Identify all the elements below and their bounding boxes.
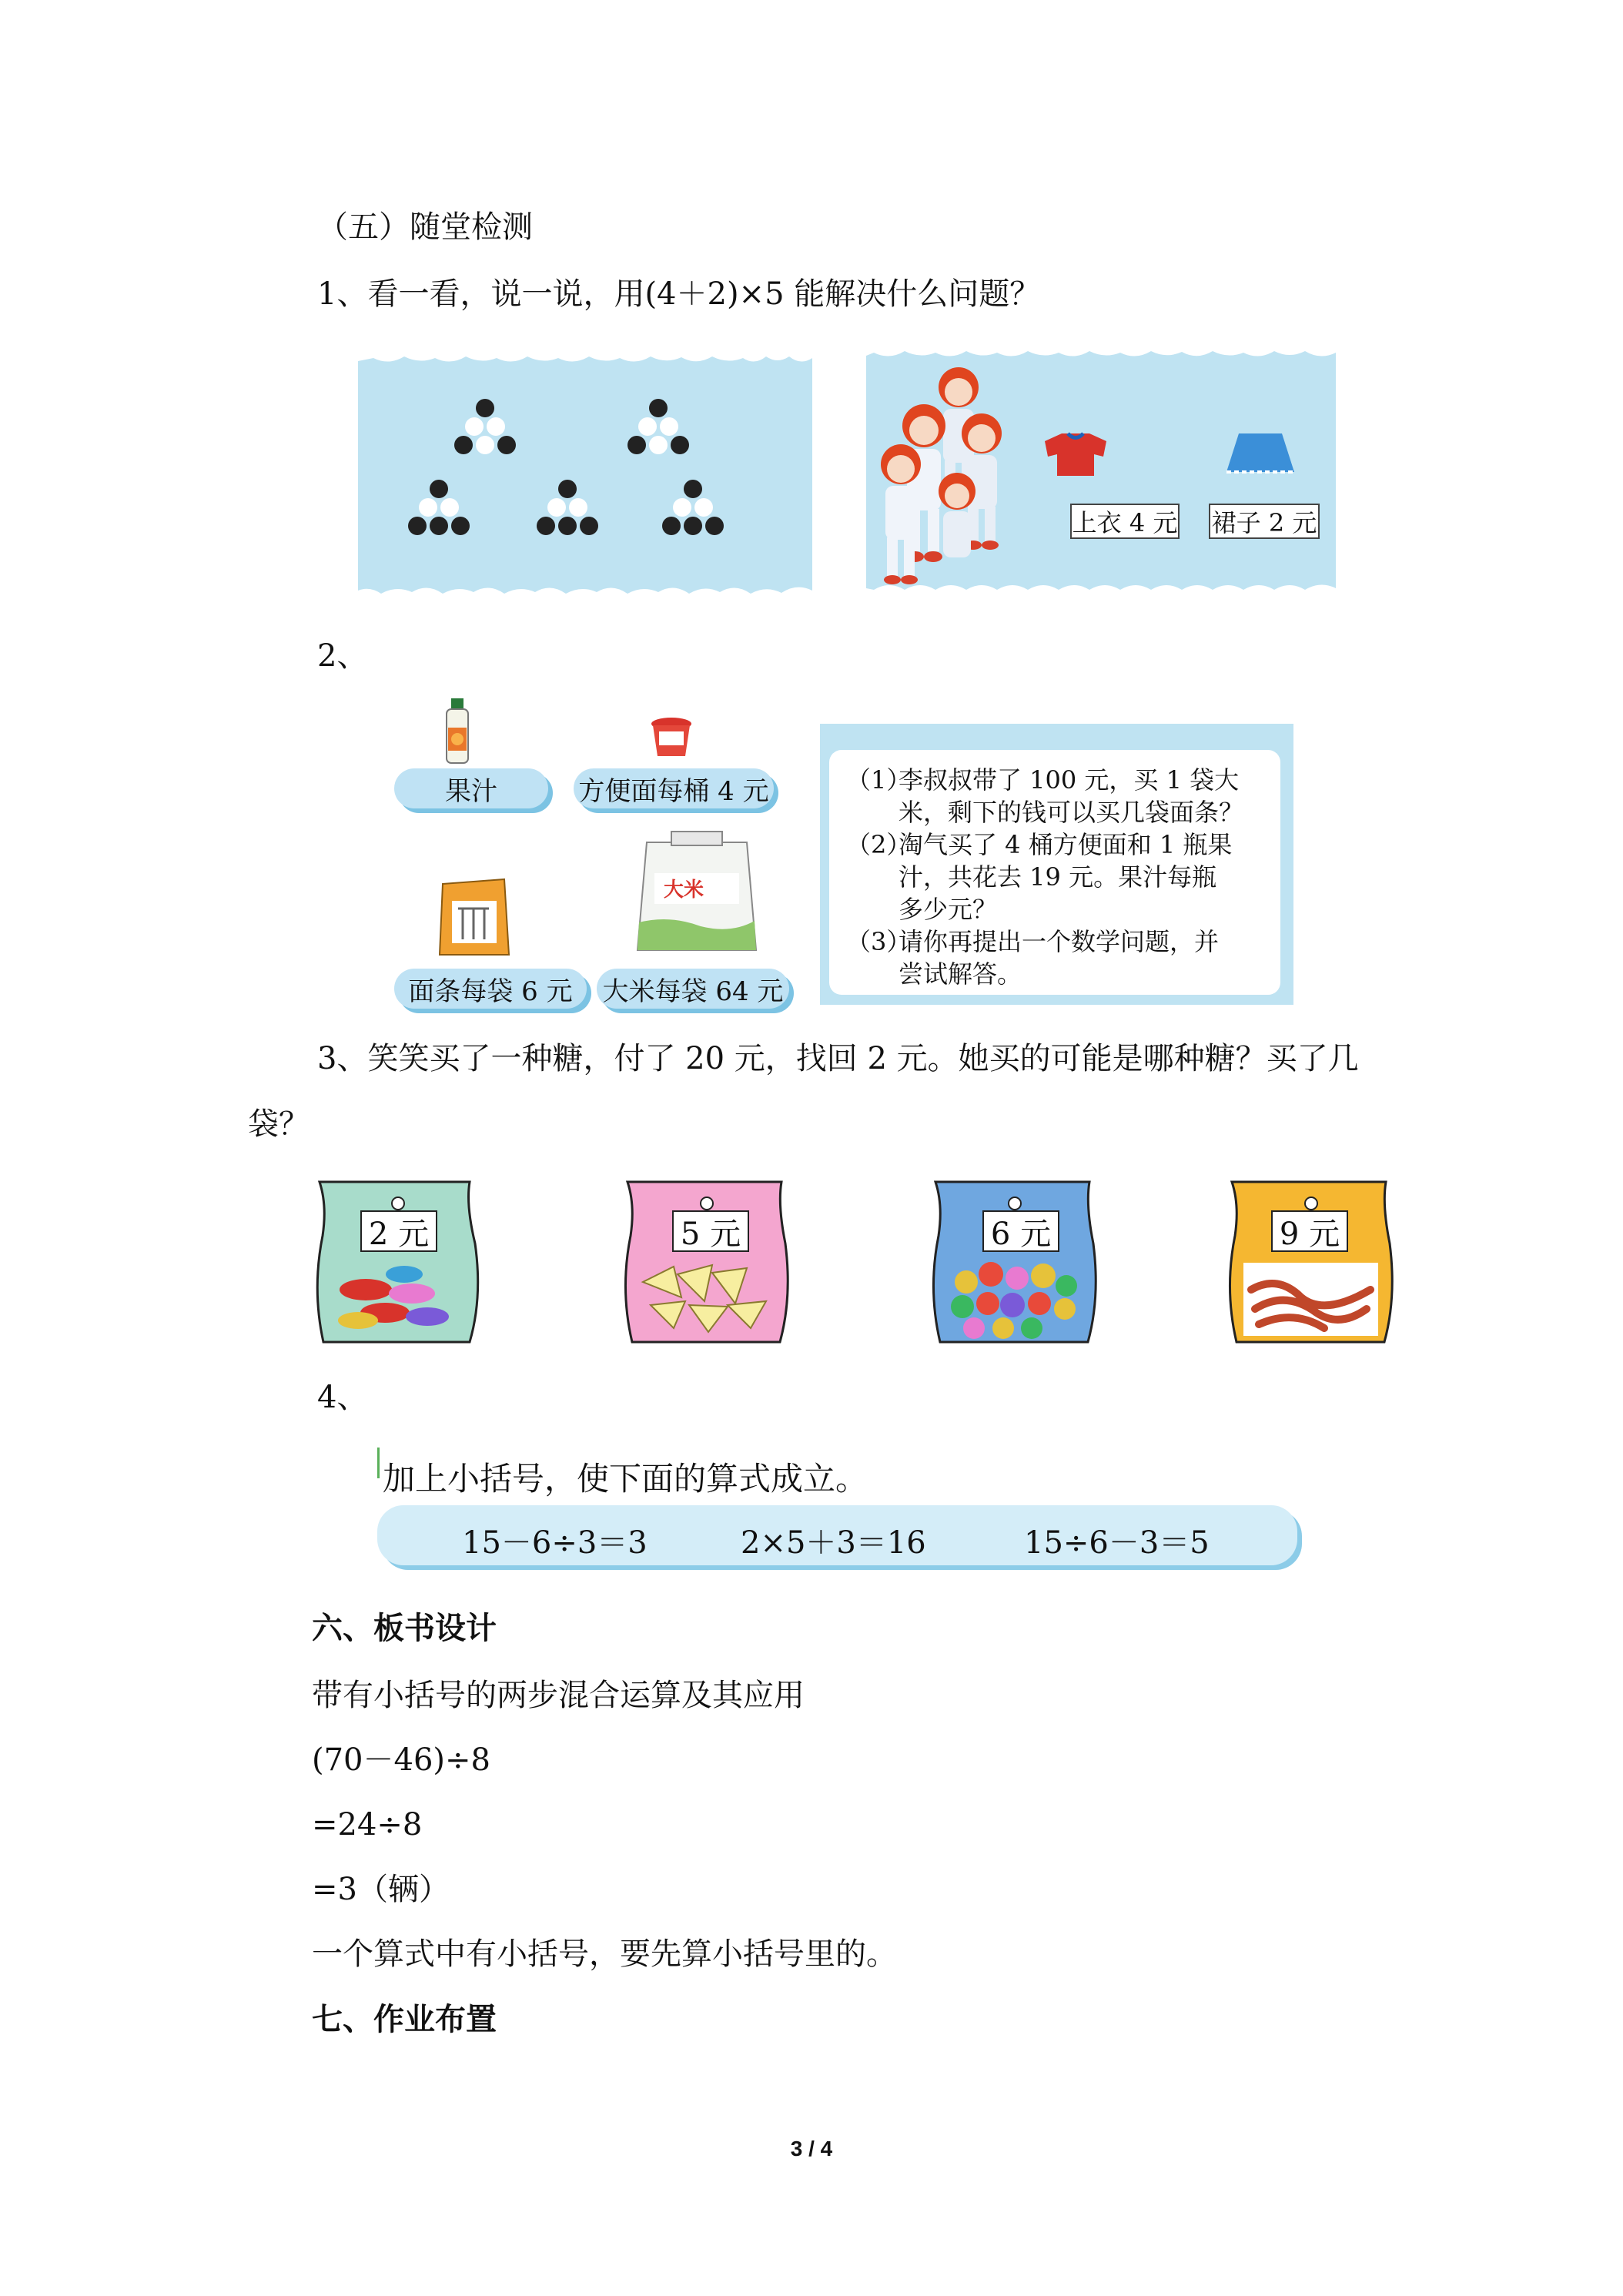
price-tag-2: 5 元 (672, 1210, 749, 1252)
price-tag-3: 6 元 (982, 1210, 1059, 1252)
candy-bag-6yuan (928, 1174, 1101, 1351)
q2-sub-2-line1: 淘气买了 4 桶方便面和 1 瓶果 (899, 830, 1233, 859)
shirt-price-label: 上衣 4 元 (1070, 504, 1180, 539)
section-7-title: 七、作业布置 (312, 2001, 497, 2037)
price-tag-1: 2 元 (360, 1210, 437, 1252)
board-note: 一个算式中有小括号，要先算小括号里的。 (312, 1936, 897, 1972)
q2-sub-1-line1: 李叔叔带了 100 元，买 1 袋大 (899, 765, 1240, 795)
rice-label: 大米每袋 64 元 (597, 969, 789, 1009)
juice-label: 果汁 (394, 768, 548, 808)
dolls-panel (866, 345, 1336, 599)
doll-group (881, 367, 1002, 584)
q2-sub-1-line2: 米，剩下的钱可以买几袋面条？ (899, 798, 1244, 827)
noodle-cup-label: 方便面每桶 4 元 (574, 768, 774, 808)
equation-1: 15－6÷3＝3 (462, 1525, 648, 1561)
section-6-title: 六、板书设计 (312, 1610, 497, 1646)
dot-triangles-illustration (358, 350, 812, 601)
candy-bag-2yuan (312, 1174, 481, 1351)
q2-sub-2-line3: 多少元？ (899, 895, 998, 924)
equation-2: 2×5＋3＝16 (741, 1525, 926, 1561)
juice-bottle-icon (440, 697, 474, 766)
board-line-1: (70－46)÷8 (312, 1742, 490, 1778)
section-6-subtitle: 带有小括号的两步混合运算及其应用 (312, 1678, 805, 1713)
noodles-label: 面条每袋 6 元 (394, 969, 587, 1009)
question-3-line1: 3、笑笑买了一种糖，付了 20 元，找回 2 元。她买的可能是哪种糖？买了几 (317, 1041, 1359, 1076)
question-1-text: 1、看一看，说一说，用(4＋2)×5 能解决什么问题？ (317, 276, 1041, 312)
q2-sub-1-num: （1） (846, 765, 912, 795)
board-line-3: =3（辆） (312, 1872, 450, 1907)
candy-bag-9yuan (1224, 1174, 1397, 1351)
q2-sub-2-num: （2） (846, 830, 912, 859)
noodle-cup-icon (648, 716, 694, 759)
price-tag-4: 9 元 (1271, 1210, 1348, 1252)
question-4-number: 4、 (317, 1380, 368, 1415)
green-mark (377, 1448, 380, 1478)
q2-sub-3-line1: 请你再提出一个数学问题，并 (899, 927, 1220, 956)
question-3-line2: 袋？ (248, 1106, 310, 1142)
dolls-illustration (866, 345, 1336, 599)
q2-sub-2-line2: 汁，共花去 19 元。果汁每瓶 (899, 862, 1217, 892)
question-4-instruction: 加上小括号，使下面的算式成立。 (383, 1460, 868, 1498)
question-2-number: 2、 (317, 638, 368, 674)
noodle-bag-icon (435, 878, 512, 959)
candy-bag-5yuan (620, 1174, 793, 1351)
rice-bag-text: 大米 (664, 879, 704, 902)
q2-sub-3-num: （3） (846, 927, 912, 956)
question-2-box (820, 724, 1293, 1005)
section-5-title: （五）随堂检测 (317, 209, 533, 245)
page-number: 3 / 4 (790, 2137, 833, 2160)
board-line-2: =24÷8 (312, 1807, 423, 1842)
skirt-icon (1226, 433, 1294, 472)
q2-sub-3-line2: 尝试解答。 (899, 959, 1022, 989)
equation-3: 15÷6－3＝5 (1024, 1525, 1210, 1561)
dot-triangles-panel (358, 350, 812, 601)
shirt-icon (1045, 433, 1106, 476)
skirt-price-label: 裙子 2 元 (1209, 504, 1320, 539)
